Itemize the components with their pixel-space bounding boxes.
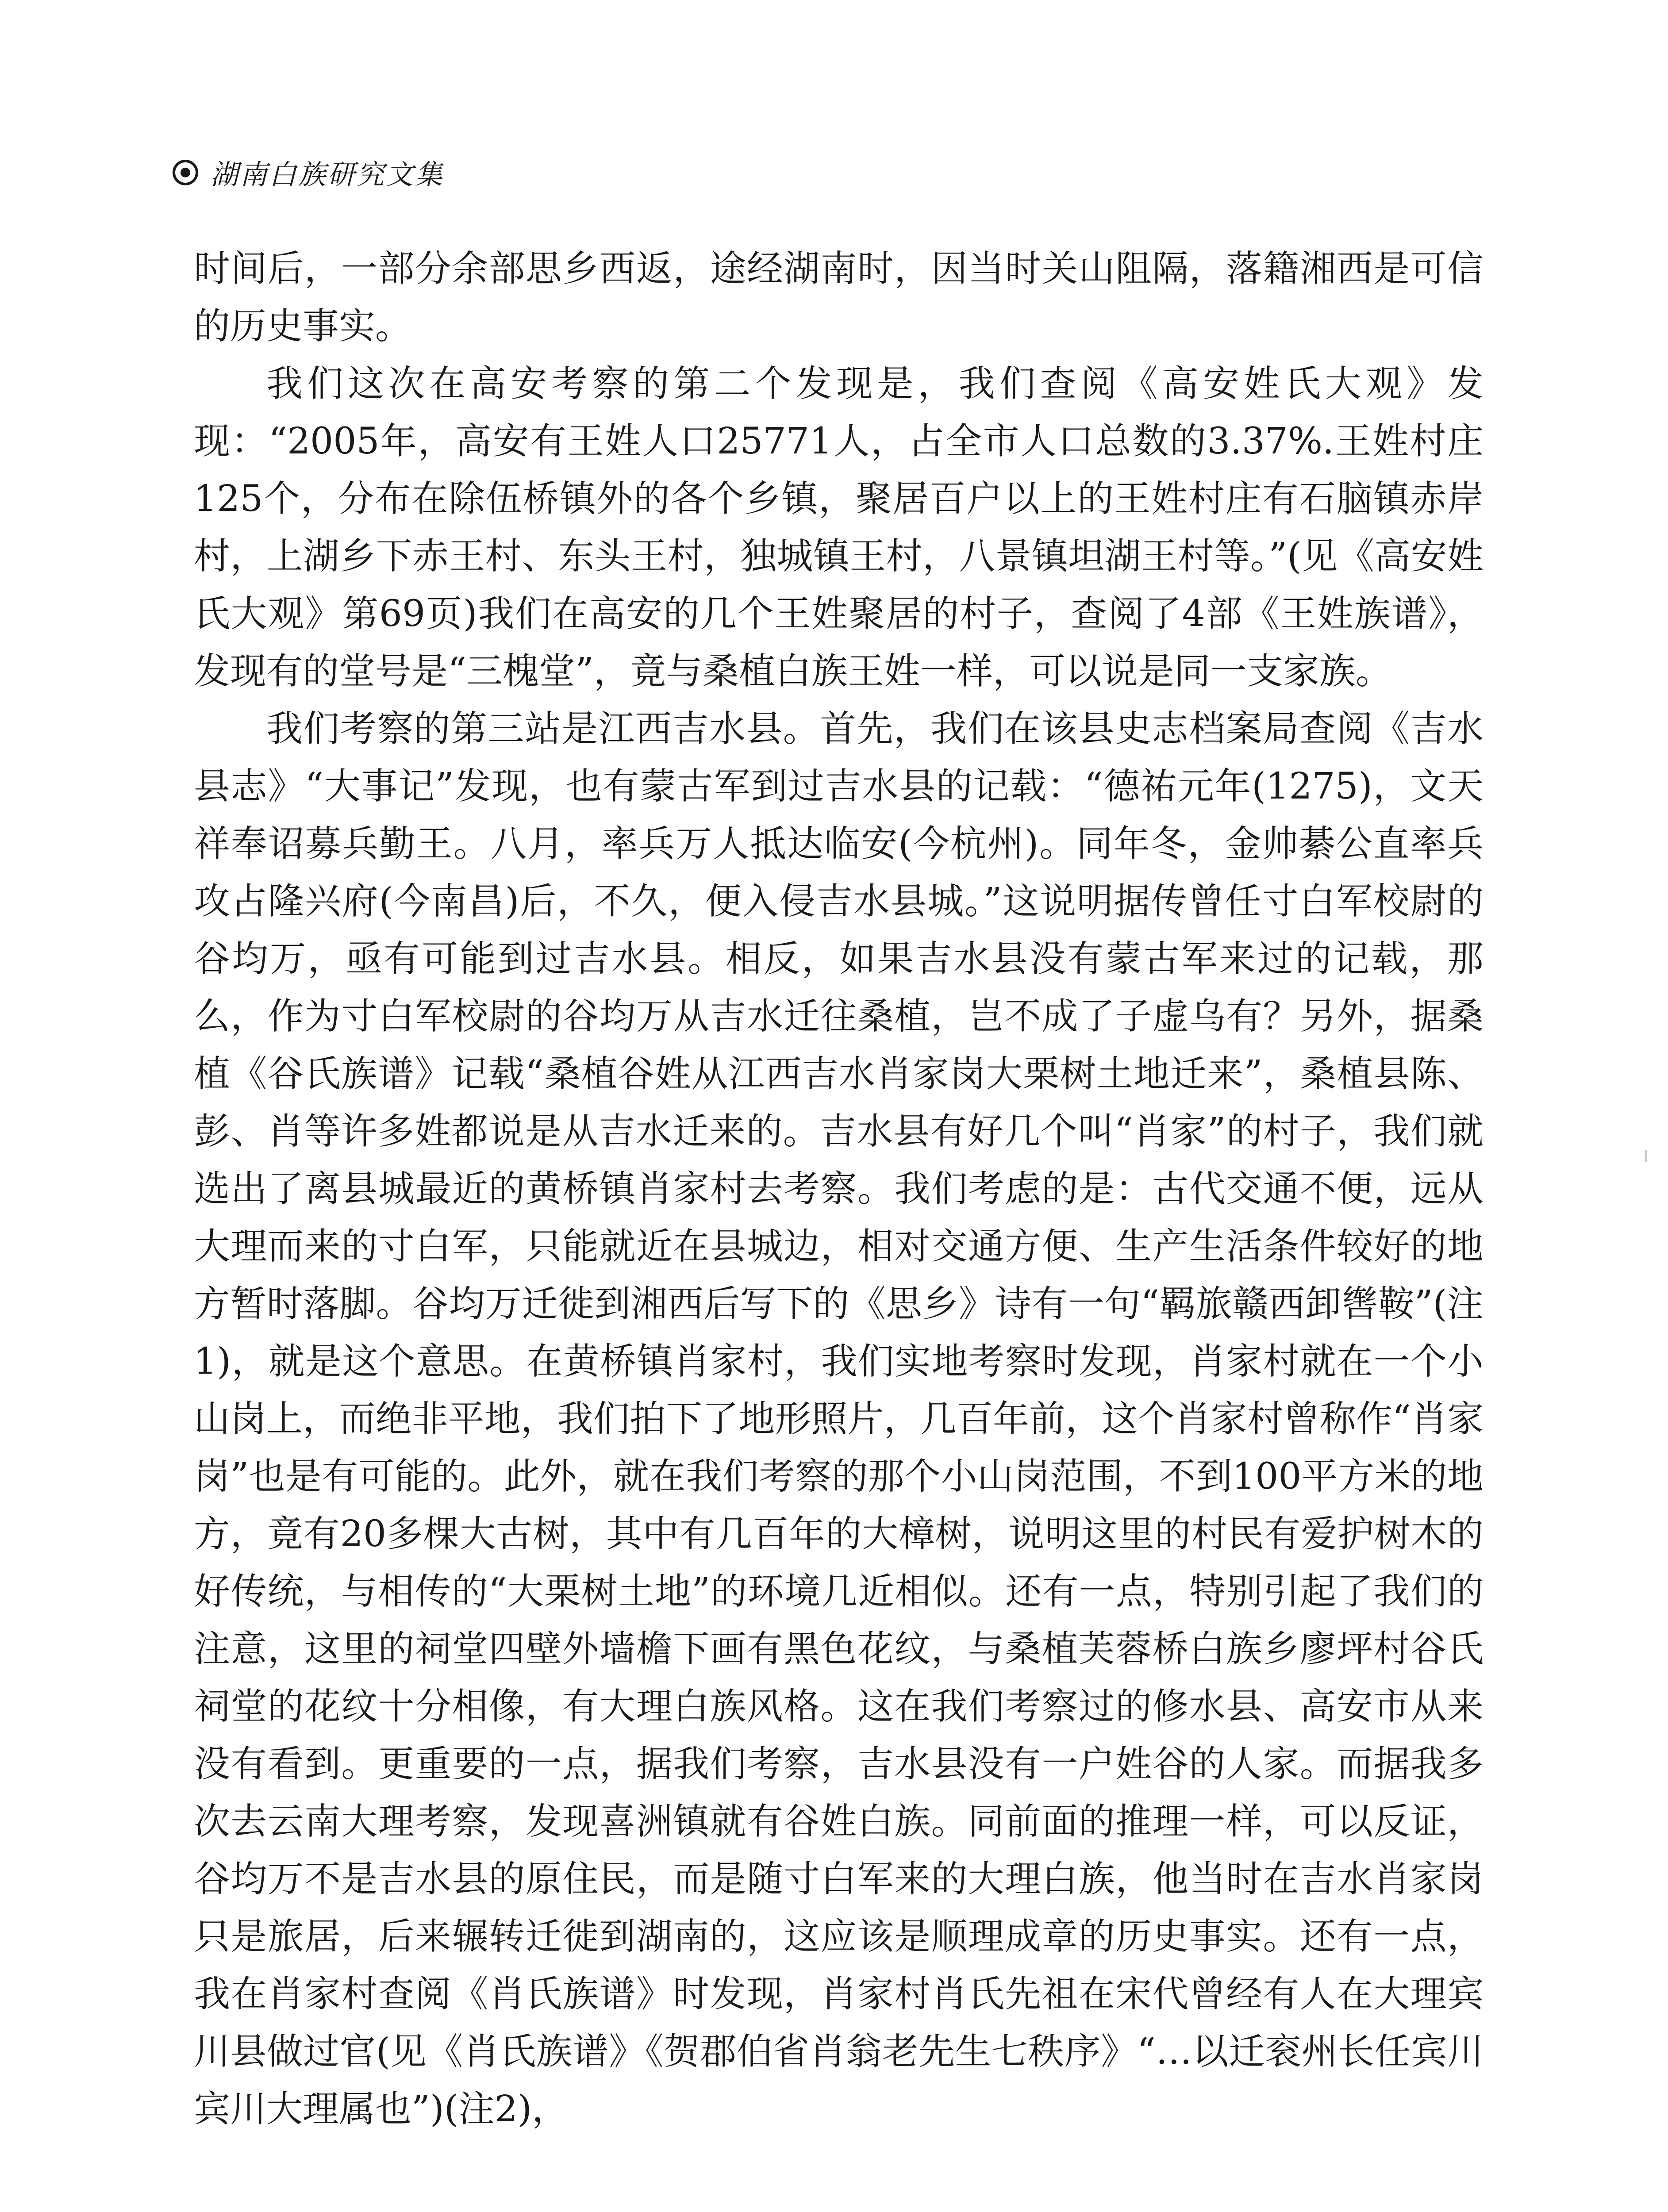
- header-title: 湖南白族研究文集: [211, 158, 445, 191]
- scan-speck: [1645, 1150, 1647, 1162]
- paragraph-2: 我们这次在高安考察的第二个发现是，我们查阅《高安姓氏大观》发现：“2005年，高安有王姓人口25771人，占全市人口总数的3.37%.王姓村庄125个，分布在除伍桥镇外的各个乡镇，聚居百户以上的王姓村庄有石脑镇赤岸村，上湖乡下赤王村、东头王村，独城镇王村，八景镇坦湖王村等。”(见《高安姓氏大观》第69页)我们在高安的几个王姓聚居的村子，查阅了4部《王姓族谱》，发现有的堂号是“三槐堂”，竟与桑植白族王姓一样，可以说是同一支家族。: [194, 363, 1484, 692]
- page-body: [194, 240, 1484, 2138]
- paragraph-3: 我们考察的第三站是江西吉水县。首先，我们在该县史志档案局查阅《吉水县志》“大事记”发现，也有蒙古军到过吉水县的记载：“德祐元年(1275)，文天祥奉诏募兵勤王。八月，率兵万人抵达临安(今杭州)。同年冬，金帅綦公直率兵攻占隆兴府(今南昌)后，不久，便入侵吉水县城。”这说明据传曾任寸白军校尉的谷均万，亟有可能到过吉水县。相反，如果吉水县没有蒙古军来过的记载，那么，作为寸白军校尉的谷均万从吉水迁往桑植，岂不成了子虚乌有？另外，据桑植《谷氏族谱》记载“桑植谷姓从江西吉水肖家岗大栗树土地迁来”，桑植县陈、彭、肖等许多姓都说是从吉水迁来的。吉水县有好几个叫“肖家”的村子，我们就选出了离县城最近的黄桥镇肖家村去考察。我们考虑的是：古代交通不便，远从大理而来的寸白军，只能就近在县城边，相对交通方便、生产生活条件较好的地方暂时落脚。谷均万迁徙到湘西后写下的《思乡》诗有一句“羁旅赣西卸辔鞍”(注1)，就是这个意思。在黄桥镇肖家村，我们实地考察时发现，肖家村就在一个小山岗上，而绝非平地，我们拍下了地形照片，几百年前，这个肖家村曾称作“肖家岗”也是有可能的。此外，就在我们考察的那个小山岗范围，不到100平方米的地方，竟有20多棵大古树，其中有几百年的大樟树，说明这里的村民有爱护树木的好传统，与相传的“大栗树土地”的环境几近相似。还有一点，特别引起了我们的注意，这里的祠堂四壁外墙檐下画有黑色花纹，与桑植芙蓉桥白族乡廖坪村谷氏祠堂的花纹十分相像，有大理白族风格。这在我们考察过的修水县、高安市从来没有看到。更重要的一点，据我们考察，吉水县没有一户姓谷的人家。而据我多次去云南大理考察，发现喜洲镇就有谷姓白族。同前面的推理一样，可以反证，谷均万不是吉水县的原住民，而是随寸白军来的大理白族，他当时在吉水肖家岗只是旅居，后来辗转迁徙到湖南的，这应该是顺理成章的历史事实。还有一点，我在肖家村查阅《肖氏族谱》时发现，肖家村肖氏先祖在宋代曾经有人在大理宾川县做过官(见《肖氏族谱》《贺郡伯省肖翁老先生七秩序》“…以迁衮州长任宾川宾川大理属也”)(注2)，: [194, 708, 1484, 2130]
- circle-dot-icon: [173, 160, 198, 185]
- paragraph-1: 时间后，一部分余部思乡西返，途经湖南时，因当时关山阻隔，落籍湘西是可信的历史事实。: [194, 248, 1484, 347]
- running-header: [173, 153, 444, 192]
